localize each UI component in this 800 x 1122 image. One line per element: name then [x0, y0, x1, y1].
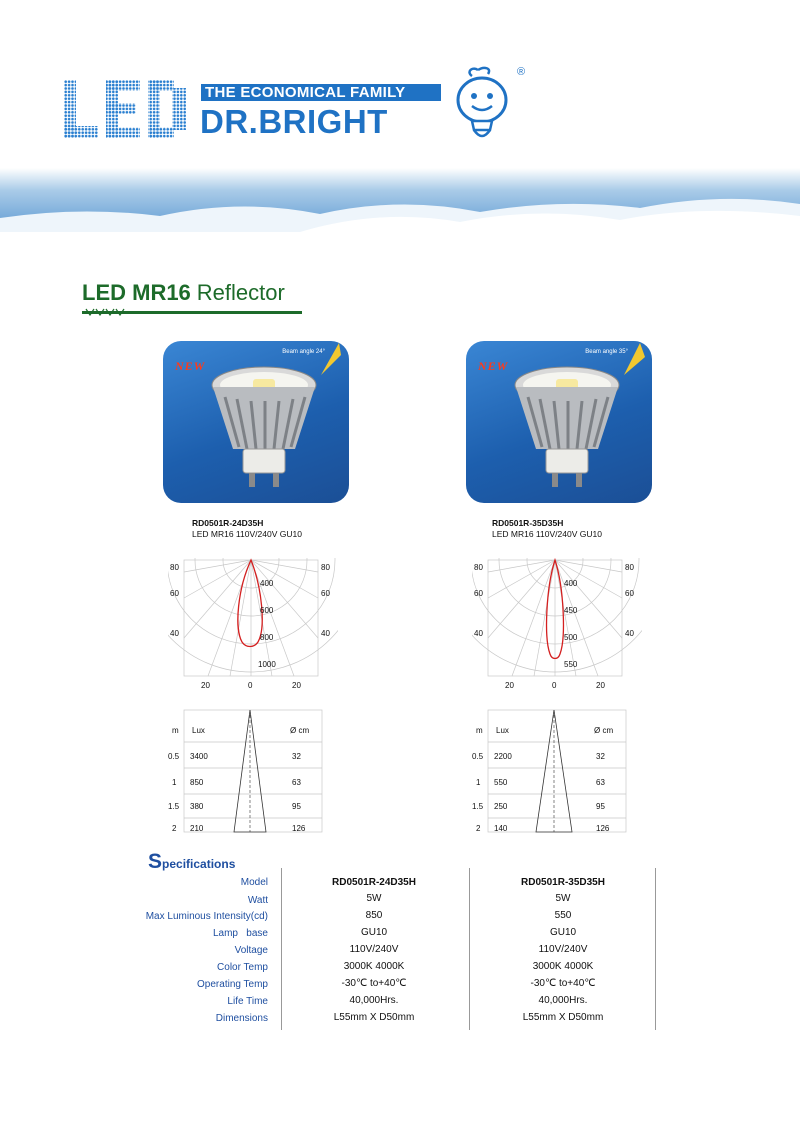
- beam-angle-label: Beam angle 35°: [585, 349, 628, 355]
- tick-left-80: 80: [170, 563, 179, 572]
- spec-label-intensity: Max Luminous Intensity(cd): [145, 911, 268, 922]
- product-desc-1: LED MR16 110V/240V GU10: [192, 529, 302, 539]
- new-badge: NEW: [175, 359, 206, 373]
- product-photo-1: [163, 341, 349, 503]
- sky-banner: [0, 168, 800, 232]
- spec-divider-1: [281, 868, 282, 1030]
- lux-row-lux: 210: [190, 824, 204, 833]
- brand-tagline: THE ECONOMICAL FAMILY: [201, 84, 441, 101]
- tick-right-40: 40: [625, 629, 634, 638]
- spec-label-lamp-base: Lamp base: [212, 928, 268, 939]
- tick-left-40: 40: [474, 629, 483, 638]
- tick-left-60: 60: [474, 589, 483, 598]
- spec-value: RD0501R-35D35H: [521, 877, 605, 888]
- section-underline-decoration: [82, 308, 142, 316]
- beam-angle-icon: [319, 341, 343, 377]
- lux-row-m: 1.5: [472, 802, 484, 811]
- lux-header-m: m: [172, 726, 179, 735]
- tick-radial-1: 400: [260, 579, 274, 588]
- section-title-bold: LED MR16: [82, 280, 191, 305]
- lux-row-m: 1.5: [168, 802, 180, 811]
- tick-right-80: 80: [625, 563, 634, 572]
- tick-bottom-zero: 0: [248, 681, 253, 690]
- lux-row-cm: 95: [596, 802, 605, 811]
- lux-row-lux: 2200: [494, 752, 512, 761]
- spec-label-dimensions: Dimensions: [215, 1013, 268, 1024]
- tick-radial-3: 500: [564, 633, 578, 642]
- lux-table-2: [472, 706, 630, 836]
- lux-row-lux: 850: [190, 778, 204, 787]
- spec-value: L55mm X D50mm: [333, 1012, 415, 1023]
- lux-row-lux: 550: [494, 778, 508, 787]
- spec-value: 40,000Hrs.: [538, 995, 588, 1006]
- lux-row-lux: 3400: [190, 752, 208, 761]
- tick-bottom-right: 20: [292, 681, 301, 690]
- product-photo-2: [466, 341, 652, 503]
- bulb-mascot-logo: [448, 66, 520, 144]
- section-title: [82, 280, 285, 306]
- led-dotted-logo: [64, 80, 186, 138]
- tick-radial-1: 400: [564, 579, 578, 588]
- spec-label-watt: Watt: [247, 895, 268, 906]
- section-title-light: Reflector: [196, 280, 285, 305]
- lux-row-m: 2: [476, 824, 481, 833]
- polar-chart-1: [168, 558, 338, 690]
- lux-row-cm: 95: [292, 802, 301, 811]
- lux-row-m: 0.5: [168, 752, 180, 761]
- spec-value: GU10: [549, 927, 577, 938]
- spec-value: 3000K 4000K: [532, 961, 594, 972]
- spec-label-voltage: Voltage: [234, 945, 268, 956]
- lux-row-cm: 126: [596, 824, 610, 833]
- spec-value: 110V/240V: [538, 944, 588, 955]
- gu10-bulb-image: [209, 363, 319, 493]
- tick-left-40: 40: [170, 629, 179, 638]
- product-desc-2: LED MR16 110V/240V GU10: [492, 529, 602, 539]
- lux-row-m: 0.5: [472, 752, 484, 761]
- beam-angle-label: Beam angle 24°: [282, 349, 325, 355]
- tick-radial-4: 1000: [258, 660, 276, 669]
- registered-mark: ®: [517, 66, 526, 78]
- brand-name: DR.BRIGHT: [200, 103, 388, 140]
- spec-value: L55mm X D50mm: [522, 1012, 604, 1023]
- specifications-initial: S: [148, 850, 163, 873]
- spec-value: 5W: [366, 893, 382, 904]
- gu10-bulb-image: [512, 363, 622, 493]
- tick-radial-2: 450: [564, 606, 578, 615]
- lux-header-m: m: [476, 726, 483, 735]
- lux-table-1: [168, 706, 326, 836]
- tick-right-80: 80: [321, 563, 330, 572]
- tick-radial-4: 550: [564, 660, 578, 669]
- spec-value: 40,000Hrs.: [349, 995, 399, 1006]
- spec-label-life-time: Life Time: [227, 996, 268, 1007]
- tick-bottom-left: 20: [505, 681, 514, 690]
- lux-row-cm: 126: [292, 824, 306, 833]
- lux-row-m: 1: [476, 778, 481, 787]
- new-badge: NEW: [478, 359, 509, 373]
- specifications-heading: [148, 850, 235, 874]
- polar-chart-2: [472, 558, 642, 690]
- lux-header-lux: Lux: [192, 726, 205, 735]
- lux-row-lux: 140: [494, 824, 508, 833]
- lux-row-cm: 32: [292, 752, 301, 761]
- lux-header-cm: Ø cm: [290, 726, 310, 735]
- spec-value: -30℃ to+40℃: [341, 978, 407, 989]
- lux-row-cm: 63: [292, 778, 301, 787]
- lux-row-cm: 32: [596, 752, 605, 761]
- spec-value: -30℃ to+40℃: [530, 978, 596, 989]
- tick-right-40: 40: [321, 629, 330, 638]
- spec-label-color-temp: Color Temp: [217, 962, 268, 973]
- lux-header-cm: Ø cm: [594, 726, 614, 735]
- tick-left-60: 60: [170, 589, 179, 598]
- spec-value: 3000K 4000K: [343, 961, 405, 972]
- spec-value: 5W: [555, 893, 571, 904]
- lux-row-m: 2: [172, 824, 177, 833]
- spec-value: 110V/240V: [349, 944, 399, 955]
- spec-value: 550: [554, 910, 572, 921]
- tick-bottom-left: 20: [201, 681, 210, 690]
- tick-right-60: 60: [321, 589, 330, 598]
- specifications-rest: pecifications: [162, 857, 236, 871]
- spec-value: 850: [365, 910, 383, 921]
- spec-divider-2: [469, 868, 470, 1030]
- tick-bottom-right: 20: [596, 681, 605, 690]
- tick-bottom-zero: 0: [552, 681, 557, 690]
- spec-label-model: Model: [240, 877, 268, 888]
- beam-angle-icon: [622, 341, 646, 377]
- spec-value: RD0501R-24D35H: [332, 877, 416, 888]
- lux-header-lux: Lux: [496, 726, 509, 735]
- product-code-2: RD0501R-35D35H: [492, 518, 564, 528]
- spec-divider-3: [655, 868, 656, 1030]
- tick-radial-3: 800: [260, 633, 274, 642]
- tick-radial-2: 600: [260, 606, 274, 615]
- spec-value: GU10: [360, 927, 388, 938]
- spec-label-operating-temp: Operating Temp: [197, 979, 268, 990]
- tick-right-60: 60: [625, 589, 634, 598]
- lux-row-m: 1: [172, 778, 177, 787]
- product-code-1: RD0501R-24D35H: [192, 518, 264, 528]
- lux-row-lux: 250: [494, 802, 508, 811]
- tick-left-80: 80: [474, 563, 483, 572]
- lux-row-cm: 63: [596, 778, 605, 787]
- lux-row-lux: 380: [190, 802, 204, 811]
